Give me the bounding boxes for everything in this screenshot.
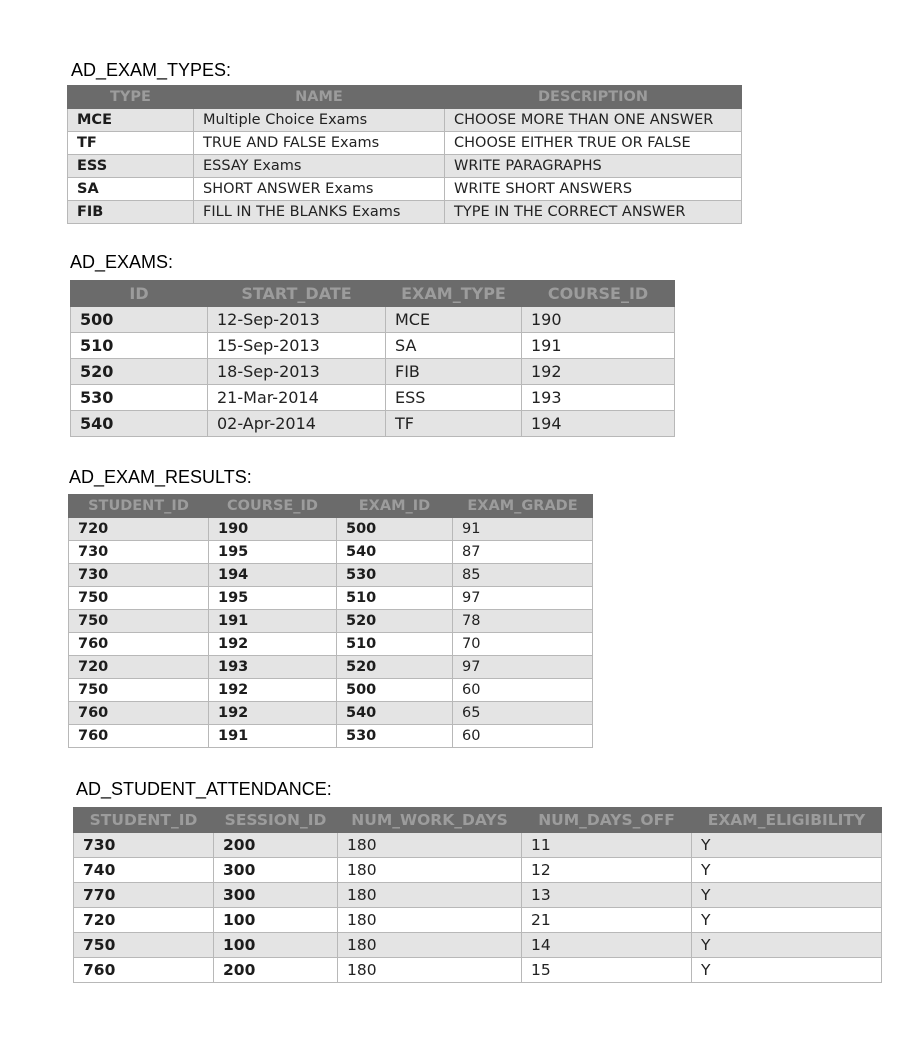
- table-row: [68, 201, 742, 224]
- student-attendance-table: [73, 807, 882, 983]
- table-cell: 750: [74, 933, 214, 958]
- table-cell: Y: [692, 933, 882, 958]
- table-cell: 13: [522, 883, 692, 908]
- table-cell: 194: [522, 411, 675, 437]
- table-cell: 740: [74, 858, 214, 883]
- table-cell: 750: [69, 587, 209, 610]
- table-cell: 15-Sep-2013: [208, 333, 386, 359]
- table-row: [71, 411, 675, 437]
- table-cell: 190: [209, 518, 337, 541]
- table-cell: 520: [337, 656, 453, 679]
- column-header: ID: [71, 281, 208, 307]
- table-cell: 510: [71, 333, 208, 359]
- table-cell: 730: [69, 564, 209, 587]
- column-header: NUM_WORK_DAYS: [338, 808, 522, 833]
- table-row: [74, 833, 882, 858]
- table-row: [69, 564, 593, 587]
- table-cell: 21: [522, 908, 692, 933]
- table-cell: 500: [337, 679, 453, 702]
- table-cell: 500: [71, 307, 208, 333]
- table-cell: 540: [71, 411, 208, 437]
- column-header: EXAM_ID: [337, 495, 453, 518]
- table-row: [68, 155, 742, 178]
- table-cell: SA: [386, 333, 522, 359]
- column-header: STUDENT_ID: [69, 495, 209, 518]
- table-cell: 78: [453, 610, 593, 633]
- table-cell: 720: [74, 908, 214, 933]
- table-cell: MCE: [386, 307, 522, 333]
- table-cell: ESSAY Exams: [194, 155, 445, 178]
- table-cell: 180: [338, 933, 522, 958]
- table-row: [69, 702, 593, 725]
- table-header-row: [69, 495, 593, 518]
- table-cell: 530: [337, 725, 453, 748]
- column-header: NUM_DAYS_OFF: [522, 808, 692, 833]
- table-cell: 100: [214, 933, 338, 958]
- table-cell: FILL IN THE BLANKS Exams: [194, 201, 445, 224]
- table-cell: Multiple Choice Exams: [194, 109, 445, 132]
- table-cell: 180: [338, 858, 522, 883]
- table-cell: 191: [209, 725, 337, 748]
- table-cell: TRUE AND FALSE Exams: [194, 132, 445, 155]
- table-cell: 97: [453, 587, 593, 610]
- table-row: [69, 518, 593, 541]
- table-cell: 191: [522, 333, 675, 359]
- table-cell: 720: [69, 656, 209, 679]
- table-cell: 85: [453, 564, 593, 587]
- table-cell: 195: [209, 541, 337, 564]
- exams-table: [70, 280, 675, 437]
- table-cell: 21-Mar-2014: [208, 385, 386, 411]
- table-cell: 730: [69, 541, 209, 564]
- table-cell: 192: [209, 633, 337, 656]
- table-cell: 520: [337, 610, 453, 633]
- table-cell: 12-Sep-2013: [208, 307, 386, 333]
- table-cell: 510: [337, 587, 453, 610]
- table-cell: 530: [337, 564, 453, 587]
- table-cell: 200: [214, 958, 338, 983]
- table-cell: 194: [209, 564, 337, 587]
- table-cell: WRITE PARAGRAPHS: [445, 155, 742, 178]
- table-cell: 760: [69, 725, 209, 748]
- column-header: EXAM_TYPE: [386, 281, 522, 307]
- column-header: DESCRIPTION: [445, 86, 742, 109]
- exam-types-title: AD_EXAM_TYPES:: [71, 60, 232, 80]
- table-row: [69, 541, 593, 564]
- table-cell: 300: [214, 883, 338, 908]
- table-row: [69, 679, 593, 702]
- table-cell: 730: [74, 833, 214, 858]
- exam-types-table: [67, 85, 742, 224]
- table-cell: 720: [69, 518, 209, 541]
- table-cell: CHOOSE EITHER TRUE OR FALSE: [445, 132, 742, 155]
- table-cell: 540: [337, 541, 453, 564]
- table-cell: 500: [337, 518, 453, 541]
- table-cell: Y: [692, 958, 882, 983]
- table-row: [71, 333, 675, 359]
- table-cell: 02-Apr-2014: [208, 411, 386, 437]
- table-cell: WRITE SHORT ANSWERS: [445, 178, 742, 201]
- table-row: [69, 633, 593, 656]
- column-header: TYPE: [68, 86, 194, 109]
- table-cell: MCE: [68, 109, 194, 132]
- column-header: SESSION_ID: [214, 808, 338, 833]
- table-cell: 190: [522, 307, 675, 333]
- table-cell: 192: [209, 702, 337, 725]
- table-cell: 12: [522, 858, 692, 883]
- column-header: STUDENT_ID: [74, 808, 214, 833]
- table-cell: 14: [522, 933, 692, 958]
- table-header-row: [71, 281, 675, 307]
- column-header: EXAM_ELIGIBILITY: [692, 808, 882, 833]
- table-cell: 750: [69, 610, 209, 633]
- table-cell: 540: [337, 702, 453, 725]
- table-row: [74, 958, 882, 983]
- table-cell: 97: [453, 656, 593, 679]
- table-cell: 300: [214, 858, 338, 883]
- table-cell: 180: [338, 958, 522, 983]
- table-row: [71, 385, 675, 411]
- table-cell: 191: [209, 610, 337, 633]
- table-row: [74, 933, 882, 958]
- table-cell: 70: [453, 633, 593, 656]
- table-header-row: [68, 86, 742, 109]
- table-row: [69, 656, 593, 679]
- table-cell: Y: [692, 833, 882, 858]
- table-cell: FIB: [386, 359, 522, 385]
- column-header: COURSE_ID: [209, 495, 337, 518]
- table-row: [74, 908, 882, 933]
- table-row: [71, 359, 675, 385]
- table-cell: 60: [453, 679, 593, 702]
- table-cell: 760: [69, 702, 209, 725]
- table-cell: 11: [522, 833, 692, 858]
- table-cell: 193: [209, 656, 337, 679]
- table-cell: 87: [453, 541, 593, 564]
- table-cell: 180: [338, 833, 522, 858]
- table-row: [69, 725, 593, 748]
- table-cell: 91: [453, 518, 593, 541]
- table-cell: TYPE IN THE CORRECT ANSWER: [445, 201, 742, 224]
- table-cell: 192: [522, 359, 675, 385]
- table-cell: ESS: [386, 385, 522, 411]
- table-cell: SHORT ANSWER Exams: [194, 178, 445, 201]
- table-cell: 200: [214, 833, 338, 858]
- table-cell: 100: [214, 908, 338, 933]
- exam-results-title: AD_EXAM_RESULTS:: [69, 467, 252, 487]
- table-row: [68, 132, 742, 155]
- table-header-row: [74, 808, 882, 833]
- column-header: COURSE_ID: [522, 281, 675, 307]
- table-cell: FIB: [68, 201, 194, 224]
- table-cell: 60: [453, 725, 593, 748]
- table-row: [71, 307, 675, 333]
- table-cell: 18-Sep-2013: [208, 359, 386, 385]
- table-cell: 195: [209, 587, 337, 610]
- exam-results-table: [68, 494, 593, 748]
- table-cell: ESS: [68, 155, 194, 178]
- table-cell: Y: [692, 908, 882, 933]
- table-cell: 65: [453, 702, 593, 725]
- table-cell: 770: [74, 883, 214, 908]
- table-cell: 750: [69, 679, 209, 702]
- table-cell: CHOOSE MORE THAN ONE ANSWER: [445, 109, 742, 132]
- column-header: NAME: [194, 86, 445, 109]
- student-attendance-title: AD_STUDENT_ATTENDANCE:: [76, 779, 332, 799]
- table-cell: TF: [386, 411, 522, 437]
- table-cell: 510: [337, 633, 453, 656]
- table-cell: 530: [71, 385, 208, 411]
- exams-title: AD_EXAMS:: [70, 252, 174, 272]
- table-row: [69, 587, 593, 610]
- table-row: [69, 610, 593, 633]
- table-cell: 192: [209, 679, 337, 702]
- table-row: [74, 883, 882, 908]
- table-row: [68, 109, 742, 132]
- table-cell: TF: [68, 132, 194, 155]
- column-header: START_DATE: [208, 281, 386, 307]
- table-cell: 760: [69, 633, 209, 656]
- table-cell: 15: [522, 958, 692, 983]
- table-cell: Y: [692, 858, 882, 883]
- table-cell: 180: [338, 883, 522, 908]
- table-cell: SA: [68, 178, 194, 201]
- table-row: [74, 858, 882, 883]
- table-cell: 520: [71, 359, 208, 385]
- table-row: [68, 178, 742, 201]
- table-cell: Y: [692, 883, 882, 908]
- table-cell: 193: [522, 385, 675, 411]
- table-cell: 760: [74, 958, 214, 983]
- table-cell: 180: [338, 908, 522, 933]
- column-header: EXAM_GRADE: [453, 495, 593, 518]
